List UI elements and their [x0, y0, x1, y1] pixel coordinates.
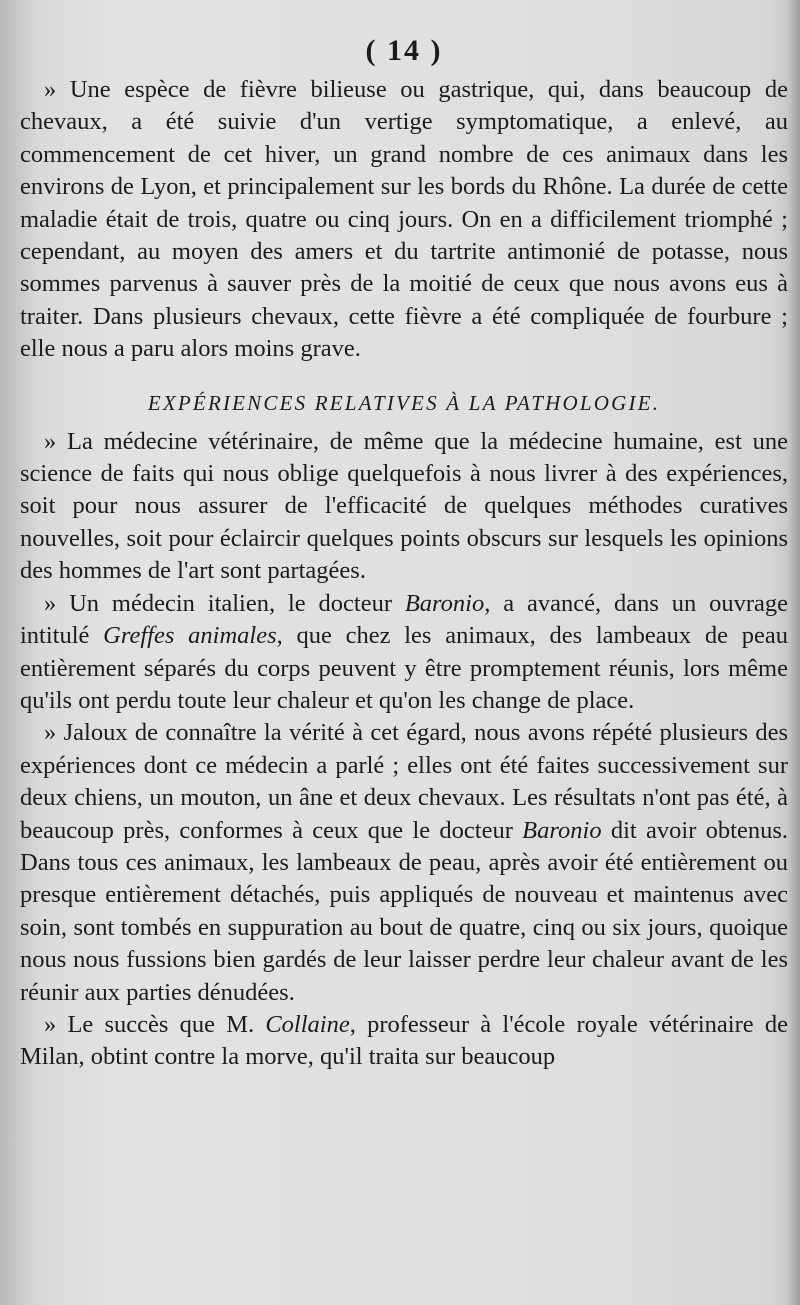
- text-run: dit avoir obtenus. Dans tous ces animaux, les lambeaux de peau, après avoir été entièrement ou presque entièrement détachés, puis appliqués de nouveau et maintenus avec soin, sont tombés en suppuration au bout de quatre, cinq ou six jours, quoique nous nous fussions bien gardés de leur laisser perdre leur chaleur avant de les réunir aux parties dénudées.: [20, 816, 788, 1006]
- person-name: Baronio: [522, 816, 602, 844]
- page-number: ( 14 ): [365, 34, 443, 67]
- work-title: Greffes animales: [103, 622, 277, 650]
- section-heading: EXPÉRIENCES RELATIVES À LA PATHOLOGIE.: [147, 390, 661, 415]
- person-name: Baronio: [404, 589, 485, 617]
- text-run: , professeur à l'école royale vétérinaire de Milan, obtint contre la morve, qu'il traita sur beaucoup: [20, 1010, 788, 1071]
- paragraph-experiments: [20, 717, 788, 1009]
- text-run: » Un médecin italien, le docteur: [44, 589, 405, 617]
- paragraph-baronio-claim: [20, 588, 788, 718]
- person-name: Collaine: [265, 1010, 350, 1038]
- text-run: , que chez les animaux, des lambeaux de peau entièrement séparés du corps peuvent y être promptement réunis, lors même qu'ils ont perdu toute leur chaleur et qu'on les change de place.: [20, 622, 788, 714]
- text-run: , a avancé, dans un ouvrage intitulé: [20, 589, 788, 650]
- paragraph-collaine: [20, 1009, 788, 1074]
- text-run: » Le succès que M.: [44, 1010, 266, 1038]
- text-run: » Jaloux de connaître la vérité à cet égard, nous avons répété plusieurs des expériences dont ce médecin a parlé ; elles ont été faites successivement sur deux chiens, un mouton, un âne et deux chevaux. Les résultats n'ont pas été, à beaucoup près, conformes à ceux que le docteur: [20, 719, 788, 844]
- paragraph-veterinary-science: » La médecine vétérinaire, de même que la médecine humaine, est une science de faits qui nous oblige quelquefois à nous livrer à des expériences, soit pour nous assurer de l'efficacité de quelques méthodes curatives nouvelles, soit pour éclaircir quelques points obscurs sur lesquels les opinions des hommes de l'art sont partagées.: [20, 427, 788, 585]
- paragraph-fever: » Une espèce de fièvre bilieuse ou gastrique, qui, dans beaucoup de chevaux, a été suivie d'un vertige symptomatique, a enlevé, au commencement de cet hiver, un grand nombre de ces animaux dans les environs de Lyon, et principalement sur les bords du Rhône. La durée de cette maladie était de trois, quatre ou cinq jours. On en a difficilement triomphé ; cependant, au moyen des amers et du tartrite antimonié de potasse, nous sommes parvenus à sauver près de la moitié de ceux que nous avons eus à traiter. Dans plusieurs chevaux, cette fièvre a été compliquée de fourbure ; elle nous a paru alors moins grave.: [20, 76, 788, 363]
